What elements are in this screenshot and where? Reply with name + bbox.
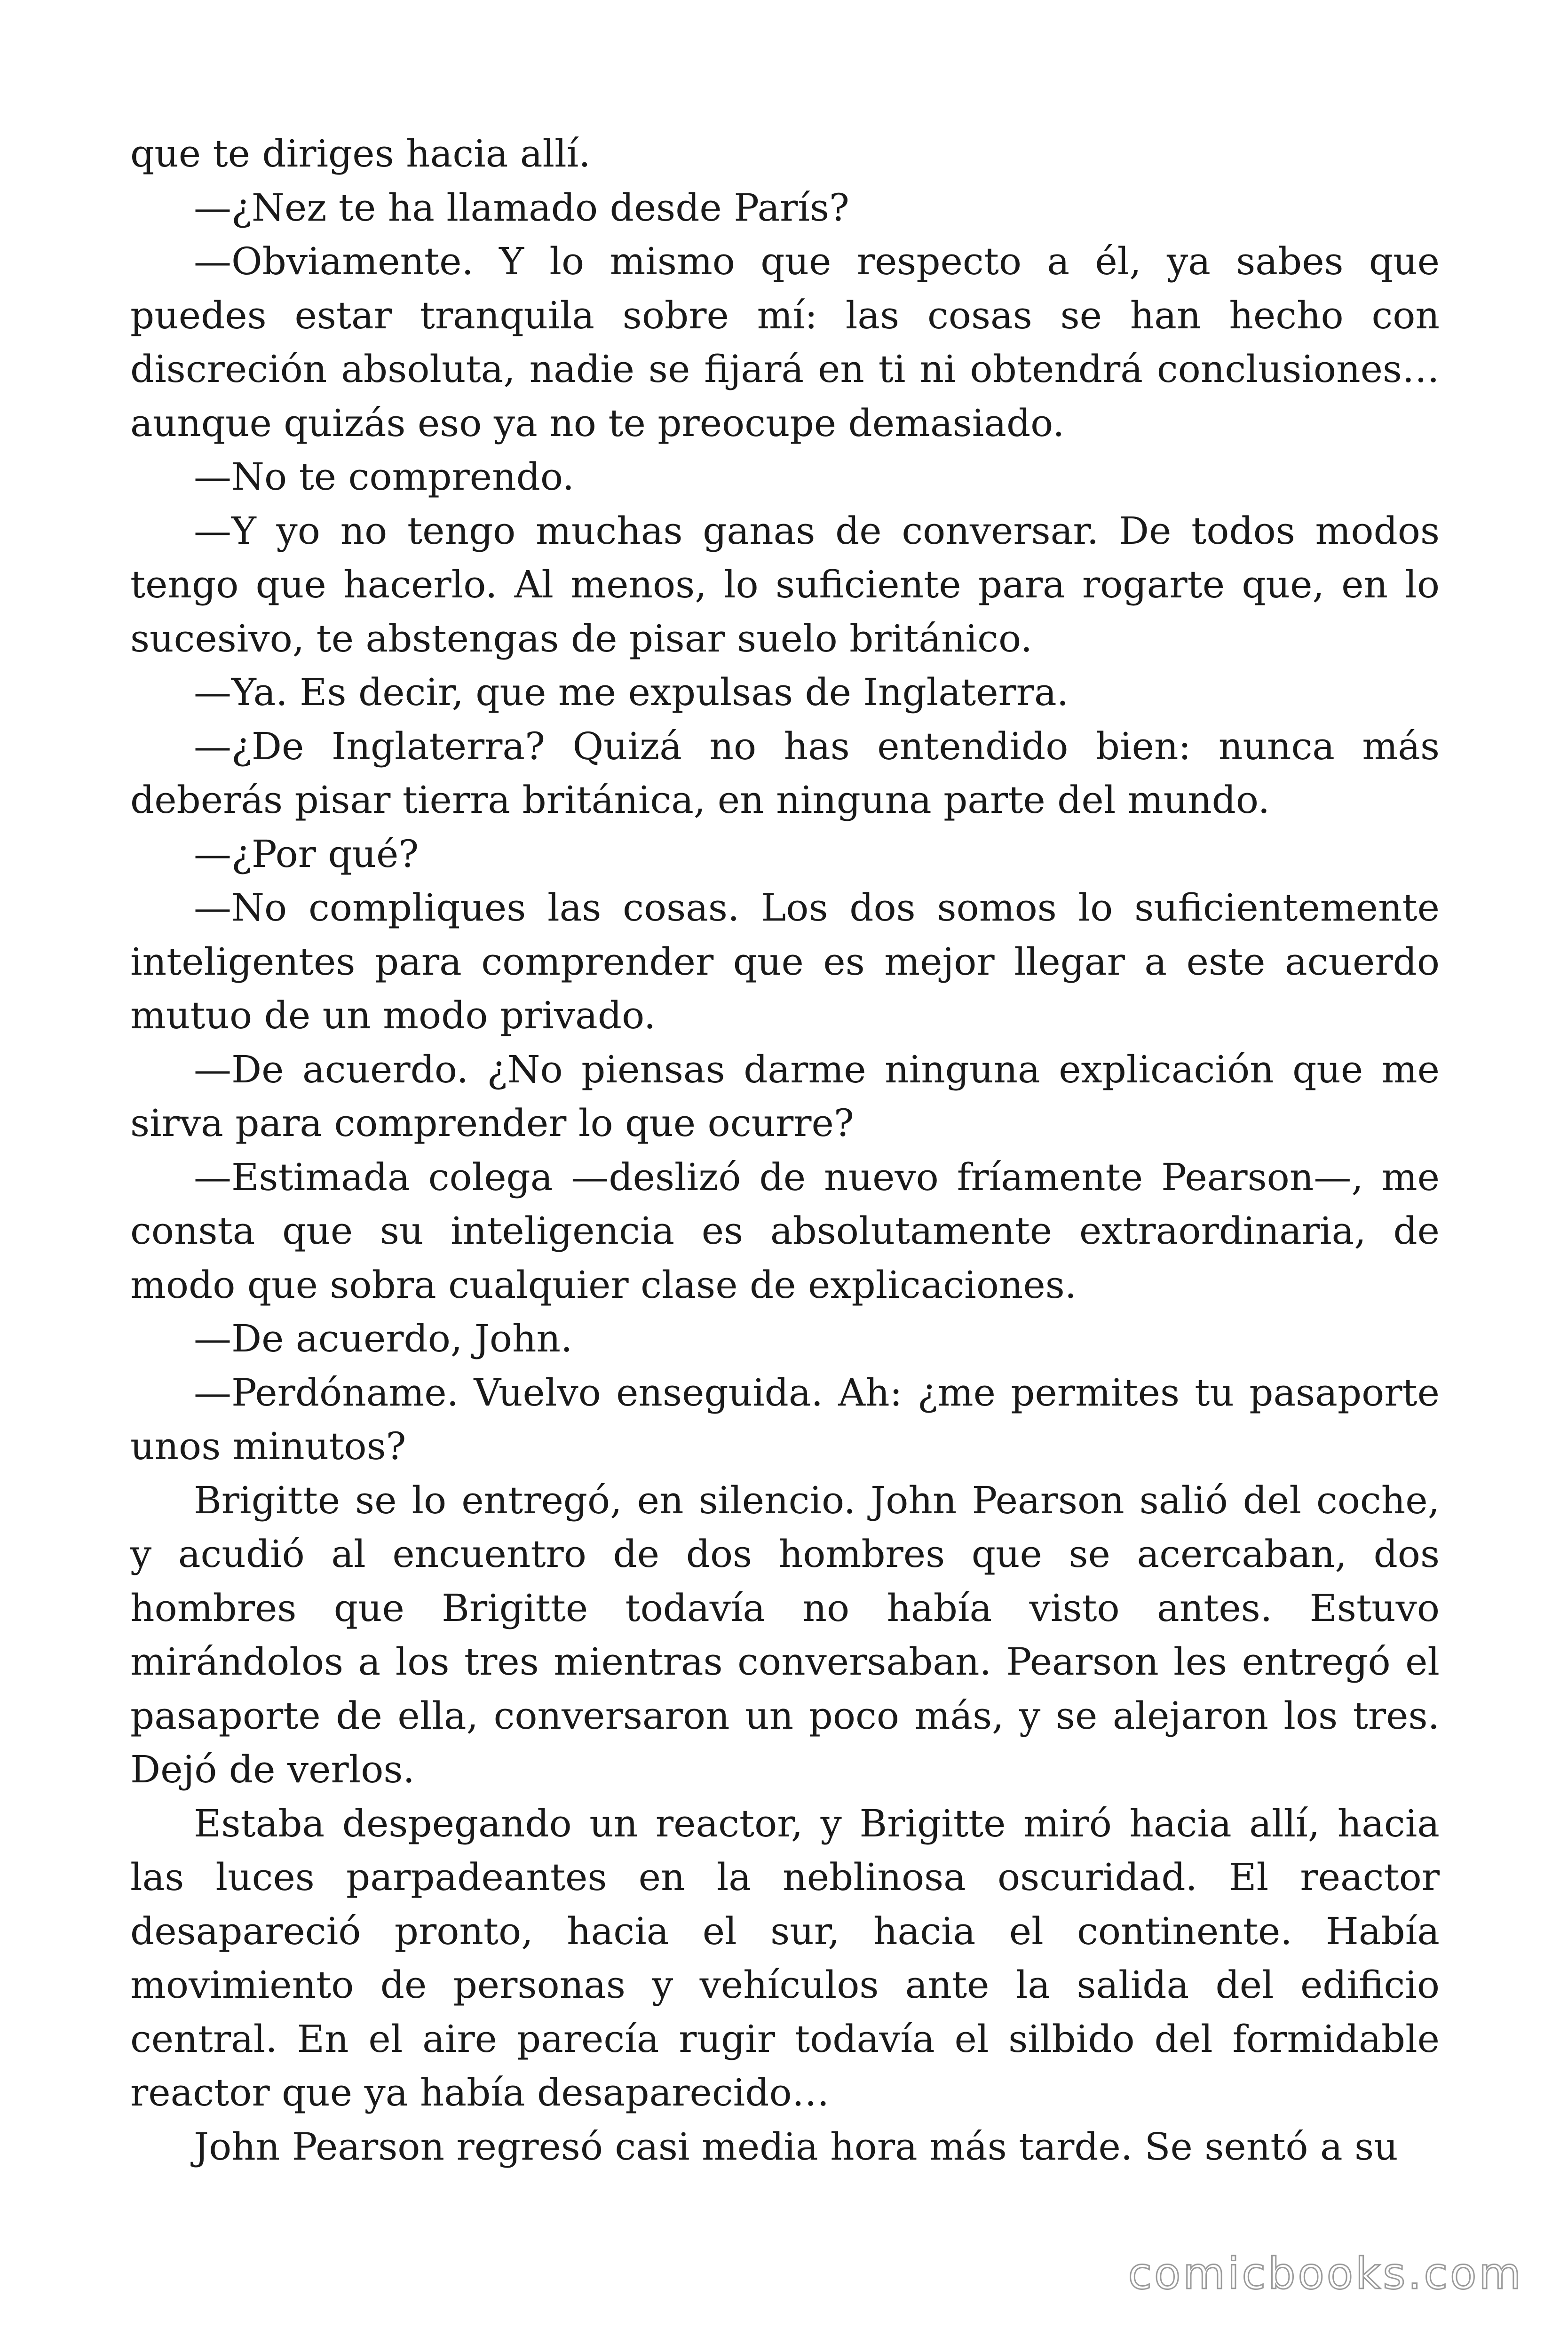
paragraph: —De acuerdo, John. xyxy=(194,1317,573,1360)
paragraph: —Estimada colega —deslizó de nuevo fríamente Pearson—, me consta que su inteligencia es absolutamente extraordinaria, de modo que sobra cualquier clase de explicaciones. xyxy=(130,1155,1440,1307)
paragraph: —¿Nez te ha llamado desde París? xyxy=(194,185,849,230)
paragraph: Estaba despegando un reactor, y Brigitte miró hacia allí, hacia las luces parpadeantes en la neblinosa oscuridad. El reactor desapareció pronto, hacia el sur, hacia el continente. Había movimiento de personas y vehículos ante la salida del edificio central. En el aire parecía rugir todavía el silbido del formidable reactor que ya había desaparecido… xyxy=(130,1801,1440,2114)
paragraph: —¿De Inglaterra? Quizá no has entendido bien: nunca más deberás pisar tierra británica, en ninguna parte del mundo. xyxy=(130,724,1440,822)
paragraph: —Obviamente. Y lo mismo que respecto a él, ya sabes que puedes estar tranquila sobre mí: las cosas se han hecho con discreción absoluta, nadie se fijará en ti ni obtendrá conclusiones… aunque quizás eso ya no te preocupe demasiado. xyxy=(130,239,1440,445)
paragraph: —Perdóname. Vuelvo enseguida. Ah: ¿me permites tu pasaporte unos minutos? xyxy=(130,1370,1440,1468)
paragraph: —Ya. Es decir, que me expulsas de Inglaterra. xyxy=(194,670,1069,714)
watermark-logo: comicbooks.com xyxy=(1128,2249,1523,2299)
paragraph: —Y yo no tengo muchas ganas de conversar. De todos modos tengo que hacerlo. Al menos, lo suficiente para rogarte que, en lo sucesivo, te abstengas de pisar suelo británico. xyxy=(130,509,1440,660)
paragraph: —¿Por qué? xyxy=(194,832,419,876)
paragraph: Brigitte se lo entregó, en silencio. John Pearson salió del coche, y acudió al encuentro de dos hombres que se acercaban, dos hombres que Brigitte todavía no había visto antes. Estuvo mirándolos a los tres mientras conversaban. Pearson les entregó el pasaporte de ella, conversaron un poco más, y se alejaron los tres. Dejó de verlos. xyxy=(130,1478,1440,1791)
page-text xyxy=(130,127,1440,2174)
paragraph: —No te comprendo. xyxy=(194,455,575,499)
paragraph: —No compliques las cosas. Los dos somos lo suficientemente inteligentes para comprender que es mejor llegar a este acuerdo mutuo de un modo privado. xyxy=(130,886,1440,1037)
paragraph: que te diriges hacia allí. xyxy=(130,132,591,175)
paragraph: John Pearson regresó casi media hora más tarde. Se sentó a su xyxy=(194,2124,1398,2169)
paragraph: —De acuerdo. ¿No piensas darme ninguna explicación que me sirva para comprender lo que ocurre? xyxy=(130,1047,1440,1145)
